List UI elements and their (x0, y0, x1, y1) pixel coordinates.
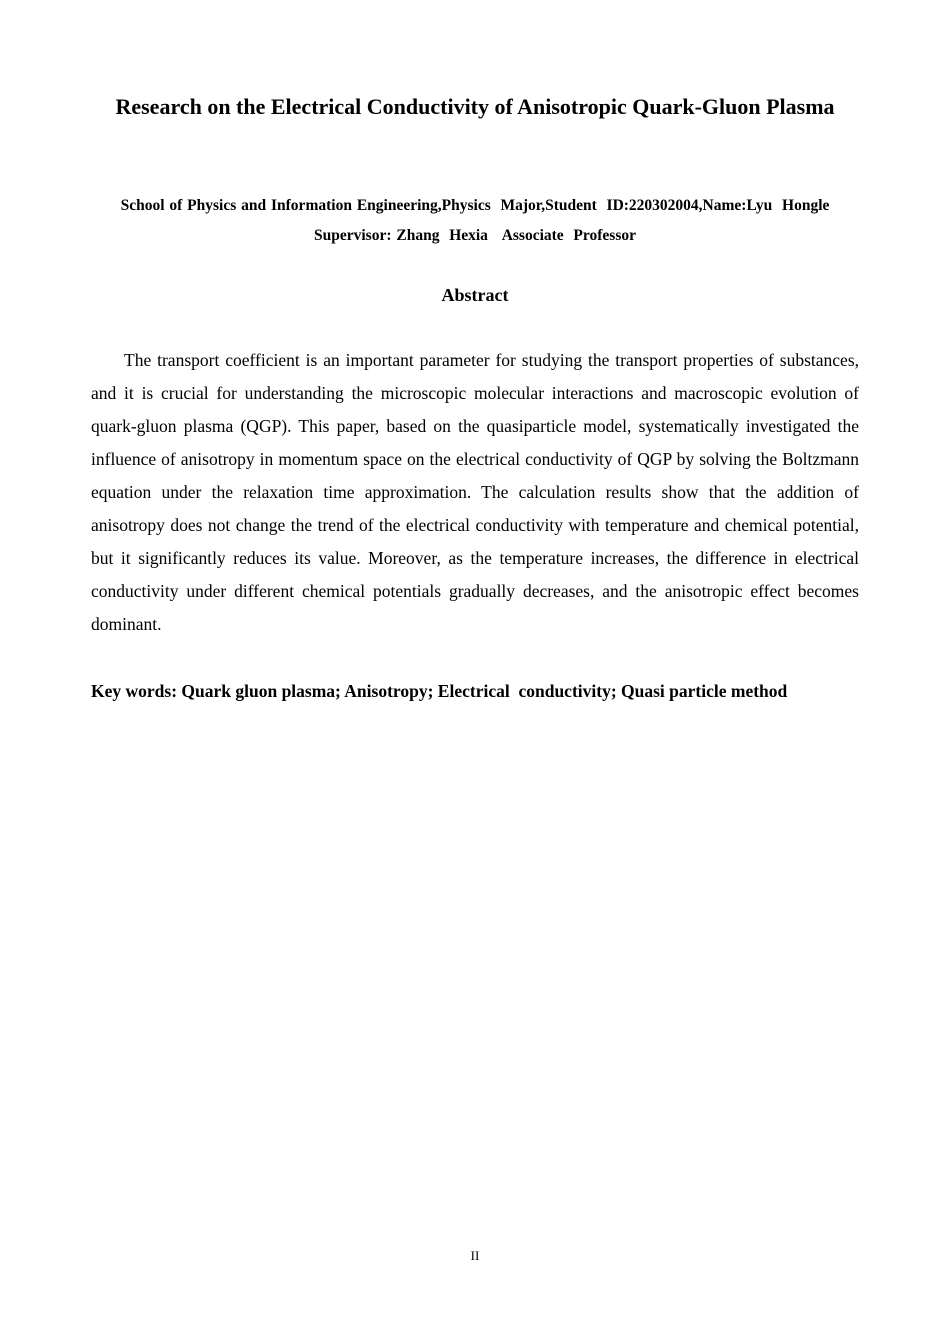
paper-title: Research on the Electrical Conductivity of Anisotropic Quark-Gluon Plasma (115, 94, 835, 119)
page-number: II (470, 1248, 480, 1263)
author-info (80, 191, 870, 251)
abstract-heading: Abstract (441, 285, 509, 305)
affiliation-line: School of Physics and Information Engineering,Physics Major,Student ID:220302004,Name:Lyu Hongle (120, 197, 830, 214)
abstract-body: The transport coefficient is an important parameter for studying the transport properties of substances, and it is crucial for understanding the microscopic molecular interactions and macroscopic evolution of quark-gluon plasma (QGP). This paper, based on the quasiparticle model, systematically investigated the influence of anisotropy in momentum space on the electrical conductivity of QGP by solving the Boltzmann equation under the relaxation time approximation. The calculation results show that the addition of anisotropy does not change the trend of the electrical conductivity with temperature and chemical potential, but it significantly reduces its value. Moreover, as the temperature increases, the difference in electrical conductivity under different chemical potentials gradually decreases, and the anisotropic effect becomes dominant. (91, 350, 859, 634)
supervisor-line: Supervisor: Zhang Hexia Associate Professor (313, 227, 636, 244)
keywords-line: Key words: Quark gluon plasma; Anisotropy; Electrical conductivity; Quasi particle method (91, 681, 788, 701)
